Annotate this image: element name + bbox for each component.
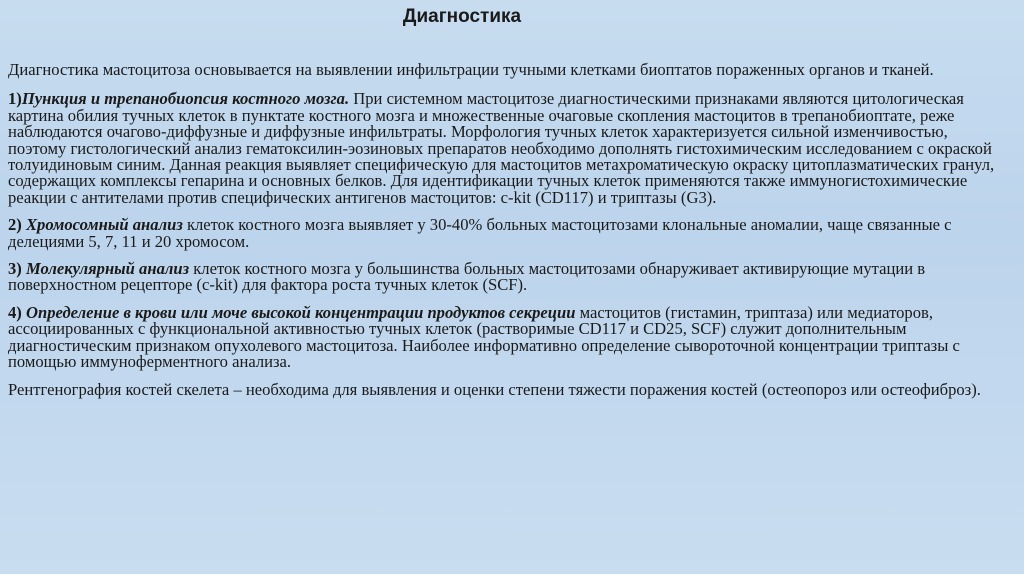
- item-heading: Пункция и трепанобиопсия костного мозга.: [21, 89, 350, 109]
- item-bone-marrow-biopsy: [8, 91, 1008, 206]
- slide-body: [8, 62, 1008, 409]
- intro-paragraph: Диагностика мастоцитоза основывается на выявлении инфильтрации тучными клетками биоптатов пораженных органов и тканей.: [8, 60, 934, 79]
- item-text: клеток костного мозга у большинства больных мастоцитозами обнаруживает активирующие мутации в поверхностном рецепторе (c-kit) для фактора роста тучных клеток (SCF).: [8, 259, 926, 295]
- item-number: 4): [8, 302, 26, 322]
- item-secretion-products: [8, 302, 1008, 372]
- item-number: 3): [8, 259, 26, 279]
- item-chromosome-analysis: [8, 217, 1008, 250]
- item-text: мастоцитов (гистамин, триптаза) или медиаторов, ассоциированных с функциональной активностью тучных клеток (растворимые CD117 и CD25, SCF) служит дополнительным диагностическим признаком опухолевого мастоцитоза. Наиболее информативно определение сывороточной концентрации триптазы с помощью иммуноферментного анализа.: [8, 302, 960, 372]
- footer-paragraph: Рентгенография костей скелета – необходима для выявления и оценки степени тяжести поражения костей (остеопороз или остеофиброз).: [8, 379, 981, 399]
- slide-title: Диагностика: [402, 6, 522, 27]
- item-heading: Молекулярный анализ: [25, 259, 190, 279]
- item-heading: Определение в крови или моче высокой концентрации продуктов секреции: [25, 302, 576, 322]
- item-number: 2): [8, 215, 26, 235]
- item-molecular-analysis: [8, 261, 1008, 294]
- item-number: 1): [8, 89, 22, 109]
- item-text: клеток костного мозга выявляет у 30-40% больных мастоцитозами клональные аномалии, чаще связанные с делециями 5, 7, 11 и 20 хромосом.: [8, 215, 952, 251]
- item-text: При системном мастоцитозе диагностическими признаками являются цитологическая картина обилия тучных клеток в пунктате костного мозга и множественные очаговые скопления мастоцитов в трепанобиоптате, реже наблюдаются очагово-диффузные и диффузные инфильтраты. Морфология тучных клеток характеризуется сильной изменчивостью, поэтому гистологический анализ гематоксилин-эозиновых препаратов необходимо дополнять гистохимическим исследованием с окраской толуидиновым синим. Данная реакция выявляет специфическую для мастоцитов метахроматическую окраску цитоплазматических гранул, содержащих комплексы гепарина и основных белков. Для идентификации тучных клеток применяются также иммуногистохимические реакции с антителами против специфических антигенов мастоцитов: c-kit (CD117) и триптазы (G3).: [8, 89, 995, 207]
- item-heading: Хромосомный анализ: [25, 215, 183, 235]
